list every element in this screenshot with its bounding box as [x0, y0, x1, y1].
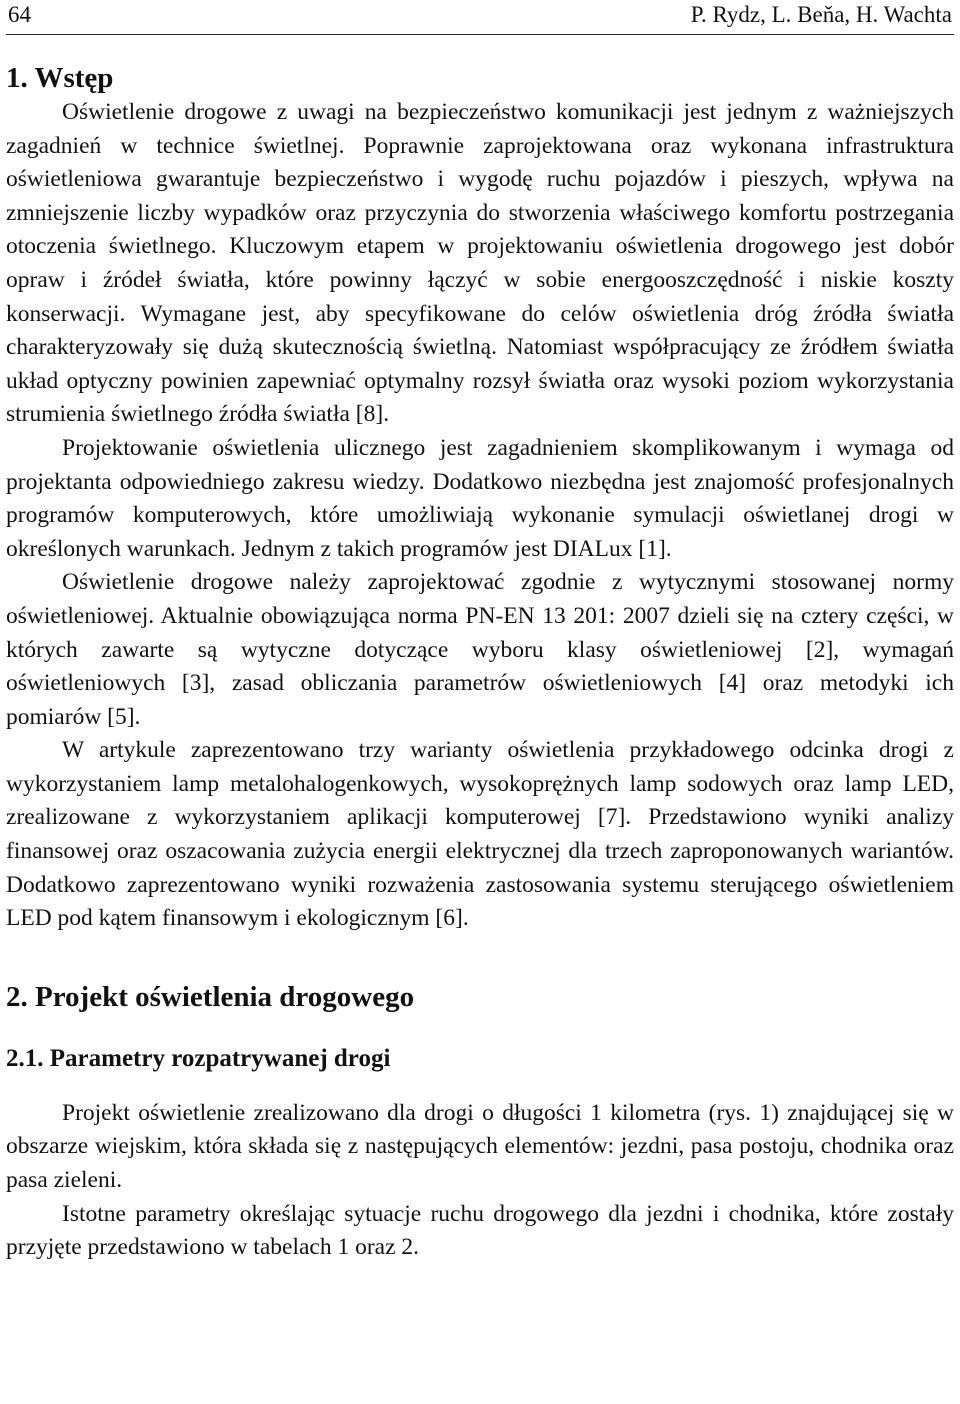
page-number: 64: [8, 2, 31, 27]
paragraph: Istotne parametry określając sytuacje ruchu drogowego dla jezdni i chodnika, które zostały przyjęte przedstawiono w tabelach 1 oraz 2.: [6, 1200, 954, 1261]
subsection-heading-road-parameters: 2.1. Parametry rozpatrywanej drogi: [6, 1044, 391, 1072]
page-body: [6, 60, 954, 1265]
paragraph: Oświetlenie drogowe z uwagi na bezpieczeństwo komunikacji jest jednym z ważniejszych zagadnień w technice świetlnej. Poprawnie zaprojektowana oraz wykonana infrastruktura oświetleniowa gwarantuje bezpieczeństwo i wygodę ruchu pojazdów i pieszych, wpływa na zmniejszenie liczby wypadków oraz przyczynia do stworzenia właściwego komfortu postrzegania otoczenia świetlnego. Kluczowym etapem w projektowaniu oświetlenia drogowego jest dobór opraw i źródeł światła, które powinny łączyć w sobie energooszczędność i niskie koszty konserwacji. Wymagane jest, aby specyfikowane do celów oświetlenia dróg źródła światła charakteryzowały się dużą skutecznością świetlną. Natomiast współpracujący ze źródłem światła układ optyczny powinien zapewniać optymalny rozsył światła oraz wysoki poziom wykorzystania strumienia świetlnego źródła światła [8].: [6, 99, 954, 428]
paragraph: Projekt oświetlenie zrealizowano dla drogi o długości 1 kilometra (rys. 1) znajdującej się w obszarze wiejskim, która składa się z następujących elementów: jezdni, pasa postoju, chodnika oraz pasa zieleni.: [6, 1099, 954, 1194]
paragraph: W artykule zaprezentowano trzy warianty oświetlenia przykładowego odcinka drogi z wykorzystaniem lamp metalohalogenkowych, wysokoprężnych lamp sodowych oraz lamp LED, zrealizowane z wykorzystaniem aplikacji komputerowej [7]. Przedstawiono wyniki analizy finansowej oraz oszacowania zużycia energii elektrycznej dla trzech zaproponowanych wariantów. Dodatkowo zaprezentowano wyniki rozważenia zastosowania systemu sterującego oświetleniem LED pod kątem finansowym i ekologicznym [6].: [6, 737, 954, 932]
paragraph: Projektowanie oświetlenia ulicznego jest zagadnieniem skomplikowanym i wymaga od projektanta odpowiedniego zakresu wiedzy. Dodatkowo niezbędna jest znajomość profesjonalnych programów komputerowych, które umożliwiają wykonanie symulacji oświetlanej drogi w określonych warunkach. Jednym z takich programów jest DIALux [1].: [6, 434, 954, 562]
header-authors: P. Rydz, L. Beňa, H. Wachta: [690, 2, 952, 27]
section-heading-intro: 1. Wstęp: [6, 62, 114, 94]
running-header: [6, 0, 954, 35]
section-heading-project: 2. Projekt oświetlenia drogowego: [6, 980, 415, 1013]
paragraph: Oświetlenie drogowe należy zaprojektować zgodnie z wytycznymi stosowanej normy oświetleniowej. Aktualnie obowiązująca norma PN-EN 13 201: 2007 dzieli się na cztery części, w których zawarte są wytyczne dotyczące wyboru klasy oświetleniowej [2], wymagań oświetleniowych [3], zasad obliczania parametrów oświetleniowych [4] oraz metodyki ich pomiarów [5].: [6, 569, 954, 730]
